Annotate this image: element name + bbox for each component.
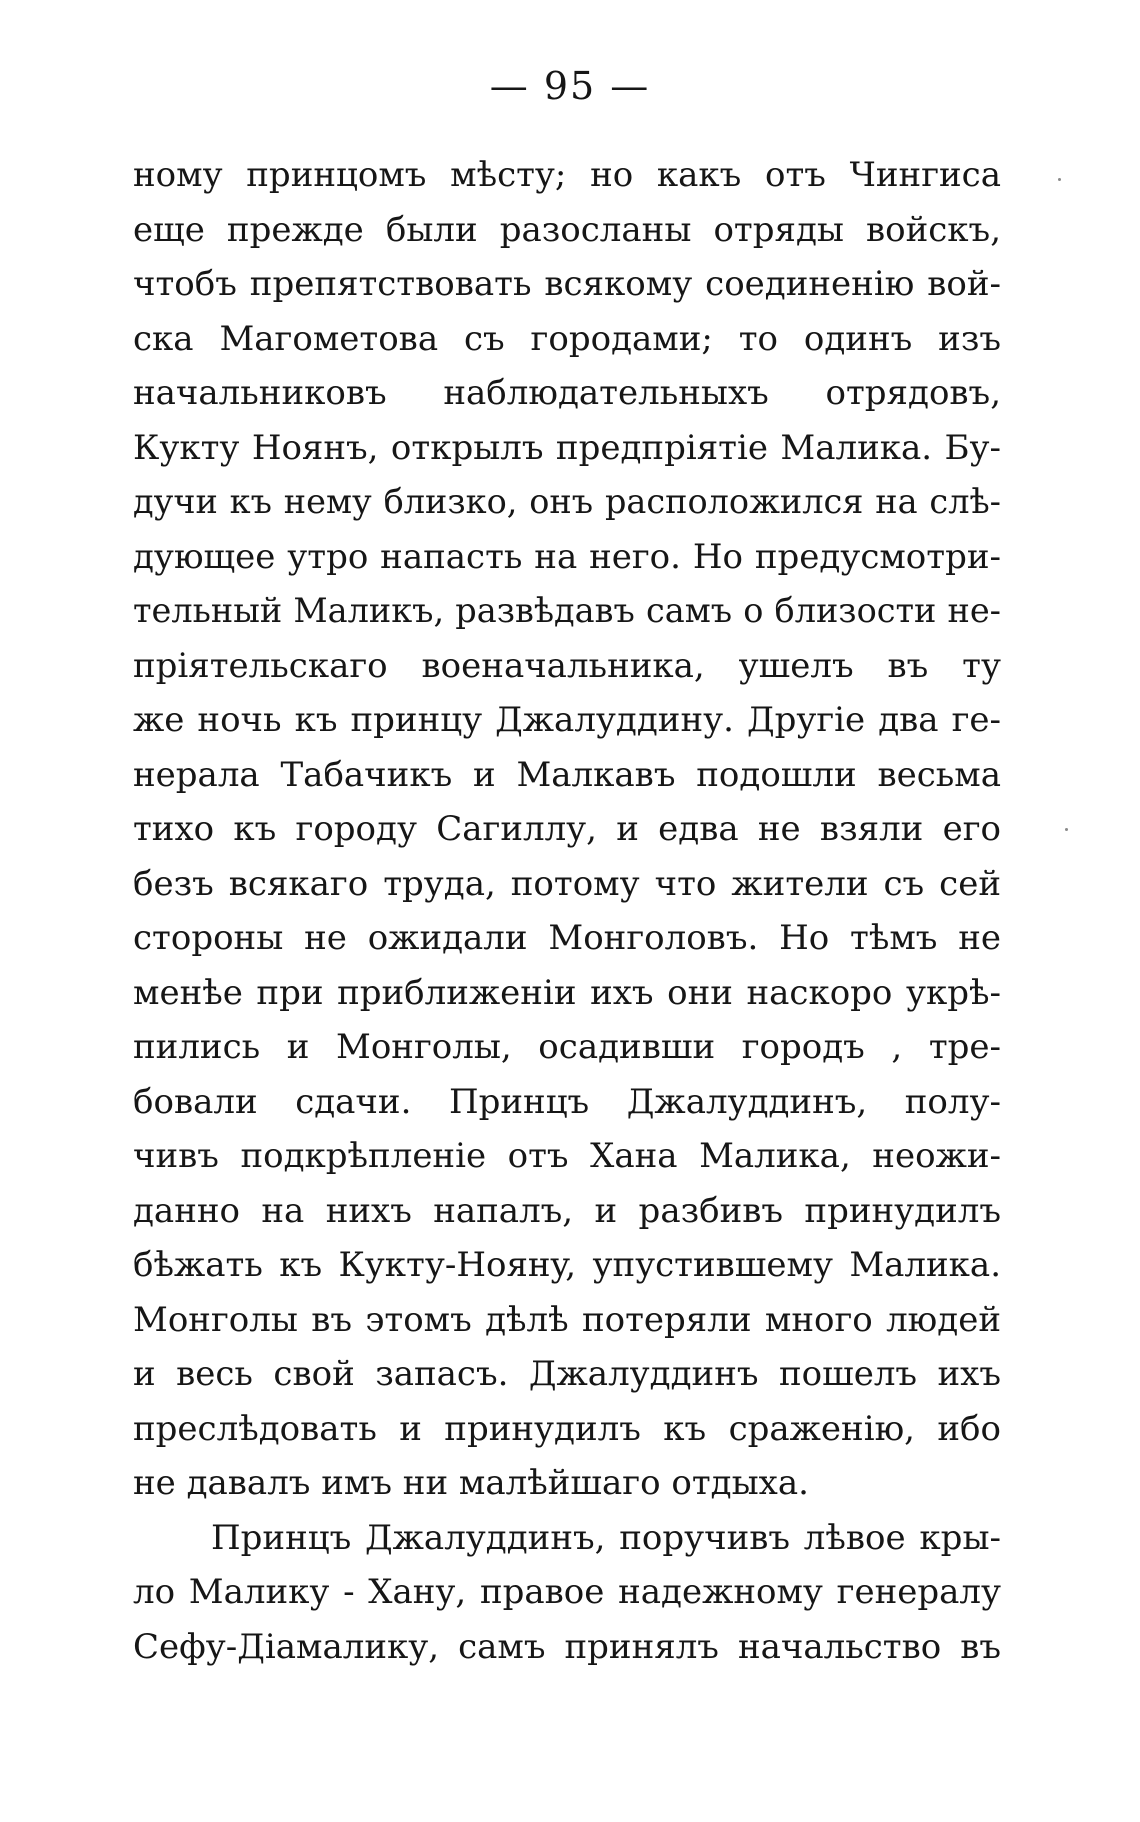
page-number: — 95 — bbox=[489, 64, 651, 108]
text-line: менѣе при приближеніи ихъ они наскоро укрѣ- bbox=[133, 972, 1001, 1013]
paragraph-2 bbox=[133, 1511, 1001, 1675]
text-line: тельный Маликъ, развѣдавъ самъ о близости не- bbox=[133, 591, 1001, 630]
text-line: Сефу-Діамалику, самъ принялъ начальство въ bbox=[133, 1626, 1001, 1667]
text-line: безъ всякаго труда, потому что жители съ сей bbox=[133, 863, 1001, 904]
scan-speck bbox=[1058, 178, 1061, 181]
text-line: пріятельскаго военачальника, ушелъ въ ту bbox=[133, 645, 1001, 686]
text-line: еще прежде были разосланы отряды войскъ, bbox=[133, 209, 1001, 250]
text-line: ло Малику - Хану, правое надежному генералу bbox=[133, 1572, 1001, 1612]
body-text bbox=[133, 148, 1001, 1674]
scan-speck bbox=[1065, 828, 1068, 831]
text-line: Монголы въ этомъ дѣлѣ потеряли много людей bbox=[133, 1299, 1001, 1340]
text-line: пились и Монголы, осадивши городъ , тре- bbox=[133, 1027, 1001, 1067]
text-line: ному принцомъ мѣсту; но какъ отъ Чингиса bbox=[133, 155, 1001, 195]
text-line: дующее утро напасть на него. Но предусмотри- bbox=[133, 536, 1001, 577]
text-line: нерала Табачикъ и Малкавъ подошли весьма bbox=[133, 754, 1001, 795]
text-line: тихо къ городу Сагиллу, и едва не взяли его bbox=[133, 809, 1001, 849]
text-line: бовали сдачи. Принцъ Джалуддинъ, полу- bbox=[133, 1081, 1001, 1122]
text-line: бѣжать къ Кукту-Ноянy, упустившему Малика. bbox=[133, 1245, 1001, 1285]
text-line: начальниковъ наблюдательныхъ отрядовъ, bbox=[133, 373, 1001, 413]
text-line: не давалъ имъ ни малѣйшаго отдыха. bbox=[133, 1463, 809, 1503]
text-line: дучи къ нему близко, онъ расположился на слѣ- bbox=[133, 482, 1001, 521]
text-line: чтобъ препятствовать всякому соединенію вой- bbox=[133, 264, 1001, 304]
text-line: ска Магометова съ городами; то одинъ изъ bbox=[133, 318, 1001, 359]
text-line: и весь свой запасъ. Джалуддинъ пошелъ ихъ bbox=[133, 1354, 1001, 1394]
text-line: же ночь къ принцу Джалуддину. Другіе два ге- bbox=[133, 700, 1001, 740]
paragraph-1 bbox=[133, 148, 1001, 1511]
text-line: Принцъ Джалуддинъ, поручивъ лѣвое кры- bbox=[211, 1517, 1001, 1558]
text-line: преслѣдовать и принудилъ къ сраженію, ибо bbox=[133, 1408, 1001, 1449]
text-line: данно на нихъ напалъ, и разбивъ принудилъ bbox=[133, 1190, 1001, 1231]
text-line: стороны не ожидали Монголовъ. Но тѣмъ не bbox=[133, 918, 1001, 958]
text-line: чивъ подкрѣпленіе отъ Хана Малика, неожи- bbox=[133, 1136, 1001, 1176]
text-line: Кукту Ноянъ, открылъ предпріятіе Малика. Бу- bbox=[133, 427, 1001, 468]
